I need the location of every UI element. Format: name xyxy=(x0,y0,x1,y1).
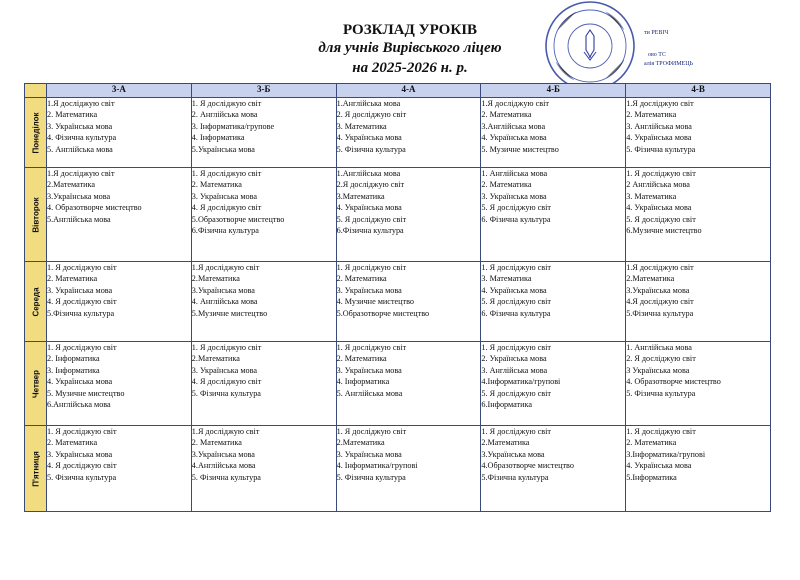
lesson-entry: 3.Математика xyxy=(336,191,385,201)
corner-cell xyxy=(25,84,47,98)
lesson-cell xyxy=(191,98,336,168)
lesson-entry: 4.Англійська мова xyxy=(191,461,256,471)
lesson-entry: 3. Українська мова xyxy=(47,449,113,459)
lesson-cell xyxy=(336,342,481,426)
lesson-entry: 5. Я досліджую світ xyxy=(481,203,551,213)
lesson-entry: 3.Українська мова xyxy=(626,285,690,295)
lesson-entry: 2. Математика xyxy=(191,180,242,190)
lesson-entry: 5.Фізична культура xyxy=(481,472,549,482)
lesson-entry: 2. Математика xyxy=(336,354,387,364)
lesson-entry: 5.Музичне мистецтво xyxy=(191,308,268,318)
class-header: 4-А xyxy=(336,84,481,98)
lesson-entry: 4. Музичне мистецтво xyxy=(336,297,415,307)
lesson-entry: 5.Англійська мова xyxy=(47,214,111,224)
lesson-entry: 2. Математика xyxy=(626,438,677,448)
lesson-entry: 2. Я досліджую світ xyxy=(336,110,407,120)
lesson-entry: 1.Я досліджую світ xyxy=(626,263,694,272)
lesson-entry: 3. Англійська мова xyxy=(626,121,692,131)
lesson-entry: 1.Я досліджую світ xyxy=(191,427,260,436)
lesson-entry: 3. Українська мова xyxy=(47,285,113,295)
lesson-entry: 3. Інформатика/групове xyxy=(191,121,275,131)
lesson-entry: 6.Інформатика xyxy=(481,400,533,410)
lesson-entry: 3.Українська мова xyxy=(47,191,111,201)
lesson-entry: 3. Англійська мова xyxy=(481,365,548,375)
lesson-entry: 3. Математика xyxy=(626,191,677,201)
day-row-tuesday xyxy=(25,168,771,262)
lesson-entry: 4. Інформатика/групові xyxy=(336,461,418,471)
lesson-entry: 5. Я досліджую світ xyxy=(626,214,696,224)
lesson-entry: 2. Математика xyxy=(626,110,677,120)
lesson-entry: 2.Математика xyxy=(191,274,240,284)
class-header: 4-В xyxy=(626,84,771,98)
lesson-entry: 2. Математика xyxy=(47,274,98,284)
day-label: Четвер xyxy=(25,342,47,426)
lesson-entry: 3. Українська мова xyxy=(191,191,257,201)
lesson-entry: 1. Англійська мова xyxy=(481,169,548,178)
lesson-entry: 5.Фізична культура xyxy=(47,308,115,318)
lesson-entry: 4. Інформатика xyxy=(336,377,390,387)
day-label: П'ятниця xyxy=(25,426,47,512)
lesson-entry: 4. Англійська мова xyxy=(191,297,258,307)
lesson-cell xyxy=(336,262,481,342)
lesson-cell xyxy=(481,342,626,426)
lesson-entry: 1.Англійська мова xyxy=(336,169,401,178)
lesson-entry: 2. Математика xyxy=(47,110,98,120)
school-seal-stamp xyxy=(544,0,636,92)
lesson-entry: 3. Математика xyxy=(336,121,387,131)
lesson-entry: 4. Українська мова xyxy=(626,461,692,471)
lesson-entry: 5. Фізична культура xyxy=(336,144,406,154)
lesson-entry: 5.Інформатика xyxy=(626,472,677,482)
lesson-entry: 3. Інформатика xyxy=(47,365,100,375)
day-label: Вівторок xyxy=(25,168,47,262)
lesson-entry: 3. Українська мова xyxy=(336,365,402,375)
lesson-cell xyxy=(191,426,336,512)
lesson-cell xyxy=(47,342,192,426)
lesson-entry: 2. Математика xyxy=(47,438,98,448)
lesson-entry: 1.Я досліджую світ xyxy=(481,99,549,108)
lesson-entry: 5.Українська мова xyxy=(191,144,255,154)
lesson-entry: 5.Образотворче мистецтво xyxy=(336,308,430,318)
lesson-entry: 2. Англійська мова xyxy=(191,110,258,120)
day-row-monday xyxy=(25,98,771,168)
lesson-cell xyxy=(191,168,336,262)
lesson-entry: 3. Українська мова xyxy=(481,191,547,201)
lesson-entry: 1. Я досліджую світ xyxy=(626,427,696,436)
lesson-entry: 4. Образотворче мистецтво xyxy=(626,377,721,387)
lesson-entry: 6.Музичне мистецтво xyxy=(626,226,702,236)
lesson-entry: 1. Я досліджую світ xyxy=(481,343,551,352)
lesson-entry: 6. Фізична культура xyxy=(481,214,551,224)
stamp-side-line: алія ТРОФИМЕЦЬ xyxy=(644,61,693,67)
lesson-entry: 6.Фізична культура xyxy=(336,226,404,236)
lesson-cell xyxy=(47,98,192,168)
lesson-cell xyxy=(481,98,626,168)
day-row-thursday xyxy=(25,342,771,426)
schedule-subtitle: для учнів Вирівського ліцею xyxy=(318,40,502,56)
lesson-cell xyxy=(626,342,771,426)
lesson-entry: 3.Інформатика/групові xyxy=(626,449,706,459)
lesson-entry: 2. Математика xyxy=(481,180,532,190)
lesson-entry: 5. Фізична культура xyxy=(626,144,696,154)
lesson-entry: 4. Образотворче мистецтво xyxy=(47,203,142,213)
lesson-cell xyxy=(626,262,771,342)
stamp-side-line: ти РЕВІЧ xyxy=(644,30,669,36)
lesson-entry: 4.Я досліджую світ xyxy=(626,297,694,307)
lesson-cell xyxy=(191,342,336,426)
lesson-cell xyxy=(336,98,481,168)
lesson-entry: 1. Я досліджую світ xyxy=(47,427,117,436)
lesson-entry: 6.Фізична культура xyxy=(191,226,259,236)
lesson-entry: 1. Я досліджую світ xyxy=(47,263,117,272)
lesson-entry: 1.Я досліджую світ xyxy=(191,263,260,272)
lesson-entry: 5. Фізична культура xyxy=(191,388,261,398)
lesson-entry: 1.Англійська мова xyxy=(336,99,401,108)
lesson-entry: 4. Українська мова xyxy=(626,133,692,143)
lesson-cell xyxy=(626,168,771,262)
lesson-entry: 2. Математика xyxy=(191,438,242,448)
lesson-entry: 1. Англійська мова xyxy=(626,343,692,352)
lesson-entry: 4. Я досліджую світ xyxy=(47,461,117,471)
lesson-entry: 1. Я досліджую світ xyxy=(191,99,262,108)
lesson-entry: 5. Музичне мистецтво xyxy=(481,144,559,154)
lesson-entry: 3. Українська мова xyxy=(336,285,402,295)
lesson-cell xyxy=(626,426,771,512)
schedule-year: на 2025-2026 н. р. xyxy=(352,60,468,76)
lesson-entry: 6. Фізична культура xyxy=(481,308,551,318)
lesson-entry: 1. Я досліджую світ xyxy=(481,263,551,272)
lesson-entry: 2.Математика xyxy=(191,354,240,364)
lesson-entry: 4. Інформатика xyxy=(191,133,245,143)
lesson-entry: 4. Я досліджую світ xyxy=(191,377,262,387)
lesson-entry: 2. Українська мова xyxy=(481,354,547,364)
lesson-cell xyxy=(626,98,771,168)
lesson-entry: 4.Образотворче мистецтво xyxy=(481,461,574,471)
lesson-entry: 1. Я досліджую світ xyxy=(191,343,262,352)
lesson-entry: 2. Математика xyxy=(336,274,387,284)
lesson-entry: 5. Фізична культура xyxy=(626,388,696,398)
lesson-entry: 5. Фізична культура xyxy=(47,472,117,482)
day-label: Середа xyxy=(25,262,47,342)
lesson-entry: 5. Фізична культура xyxy=(191,472,261,482)
lesson-entry: 3. Математика xyxy=(481,274,532,284)
lesson-entry: 5. Я досліджую світ xyxy=(336,214,407,224)
lesson-entry: 1. Я досліджую світ xyxy=(191,169,262,178)
lesson-entry: 4. Українська мова xyxy=(336,203,402,213)
lesson-cell xyxy=(336,426,481,512)
lesson-entry: 2.Математика xyxy=(626,274,675,284)
lesson-entry: 3. Українська мова xyxy=(336,449,402,459)
schedule-table xyxy=(24,83,771,512)
lesson-cell xyxy=(481,426,626,512)
lesson-entry: 5.Фізична культура xyxy=(626,308,694,318)
lesson-entry: 2.Математика xyxy=(336,438,385,448)
lesson-entry: 2.Математика xyxy=(481,438,530,448)
day-label: Понеділок xyxy=(25,98,47,168)
lesson-entry: 1.Я досліджую світ xyxy=(47,169,115,178)
lesson-entry: 5. Англійська мова xyxy=(47,144,113,154)
schedule-title: РОЗКЛАД УРОКІВ xyxy=(342,22,478,38)
lesson-entry: 5.Образотворче мистецтво xyxy=(191,214,285,224)
lesson-cell xyxy=(47,262,192,342)
stamp-side-line: ово ТС xyxy=(648,52,666,58)
lesson-entry: 1. Я досліджую світ xyxy=(47,343,117,352)
lesson-entry: 6.Англійська мова xyxy=(47,400,111,410)
lesson-entry: 4. Українська мова xyxy=(481,285,547,295)
lesson-entry: 4.Інформатика/групові xyxy=(481,377,561,387)
lesson-entry: 2 Англійська мова xyxy=(626,180,690,190)
lesson-entry: 2.Я досліджую світ xyxy=(336,180,405,190)
class-header: 3-А xyxy=(47,84,192,98)
lesson-entry: 3.Українська мова xyxy=(191,449,255,459)
lesson-entry: 1. Я досліджую світ xyxy=(336,263,407,272)
day-row-wednesday xyxy=(25,262,771,342)
lesson-entry: 5. Музичне мистецтво xyxy=(47,388,125,398)
lesson-entry: 4. Українська мова xyxy=(626,203,692,213)
lesson-entry: 1.Я досліджую світ xyxy=(47,99,115,108)
lesson-entry: 2. Математика xyxy=(481,110,532,120)
lesson-entry: 3.Українська мова xyxy=(191,285,255,295)
lesson-cell xyxy=(336,168,481,262)
lesson-entry: 4. Українська мова xyxy=(47,377,113,387)
lesson-entry: 4. Фізична культура xyxy=(47,133,117,143)
lesson-entry: 1. Я досліджую світ xyxy=(626,169,696,178)
lesson-entry: 4. Я досліджую світ xyxy=(191,203,262,213)
lesson-cell xyxy=(481,168,626,262)
lesson-entry: 4. Я досліджую світ xyxy=(47,297,117,307)
lesson-entry: 4. Українська мова xyxy=(481,133,547,143)
lesson-entry: 1. Я досліджую світ xyxy=(336,343,407,352)
lesson-entry: 2.Математика xyxy=(47,180,96,190)
lesson-entry: 2. Інформатика xyxy=(47,354,100,364)
lesson-entry: 3 Українська мова xyxy=(626,365,690,375)
lesson-entry: 3.Українська мова xyxy=(481,449,545,459)
day-row-friday xyxy=(25,426,771,512)
lesson-entry: 3.Англійська мова xyxy=(481,121,546,131)
lesson-entry: 4. Українська мова xyxy=(336,133,402,143)
lesson-entry: 5. Фізична культура xyxy=(336,472,406,482)
lesson-entry: 1. Я досліджую світ xyxy=(481,427,551,436)
class-header: 3-Б xyxy=(191,84,336,98)
lesson-entry: 5. Я досліджую світ xyxy=(481,297,551,307)
class-header: 4-Б xyxy=(481,84,626,98)
lesson-entry: 2. Я досліджую світ xyxy=(626,354,696,364)
lesson-entry: 5. Англійська мова xyxy=(336,388,403,398)
lesson-cell xyxy=(191,262,336,342)
lesson-entry: 5. Я досліджую світ xyxy=(481,388,551,398)
lesson-entry: 3. Українська мова xyxy=(47,121,113,131)
lesson-entry: 3. Українська мова xyxy=(191,365,257,375)
lesson-cell xyxy=(47,426,192,512)
lesson-cell xyxy=(47,168,192,262)
lesson-entry: 1. Я досліджую світ xyxy=(336,427,407,436)
lesson-entry: 1.Я досліджую світ xyxy=(626,99,694,108)
lesson-cell xyxy=(481,262,626,342)
